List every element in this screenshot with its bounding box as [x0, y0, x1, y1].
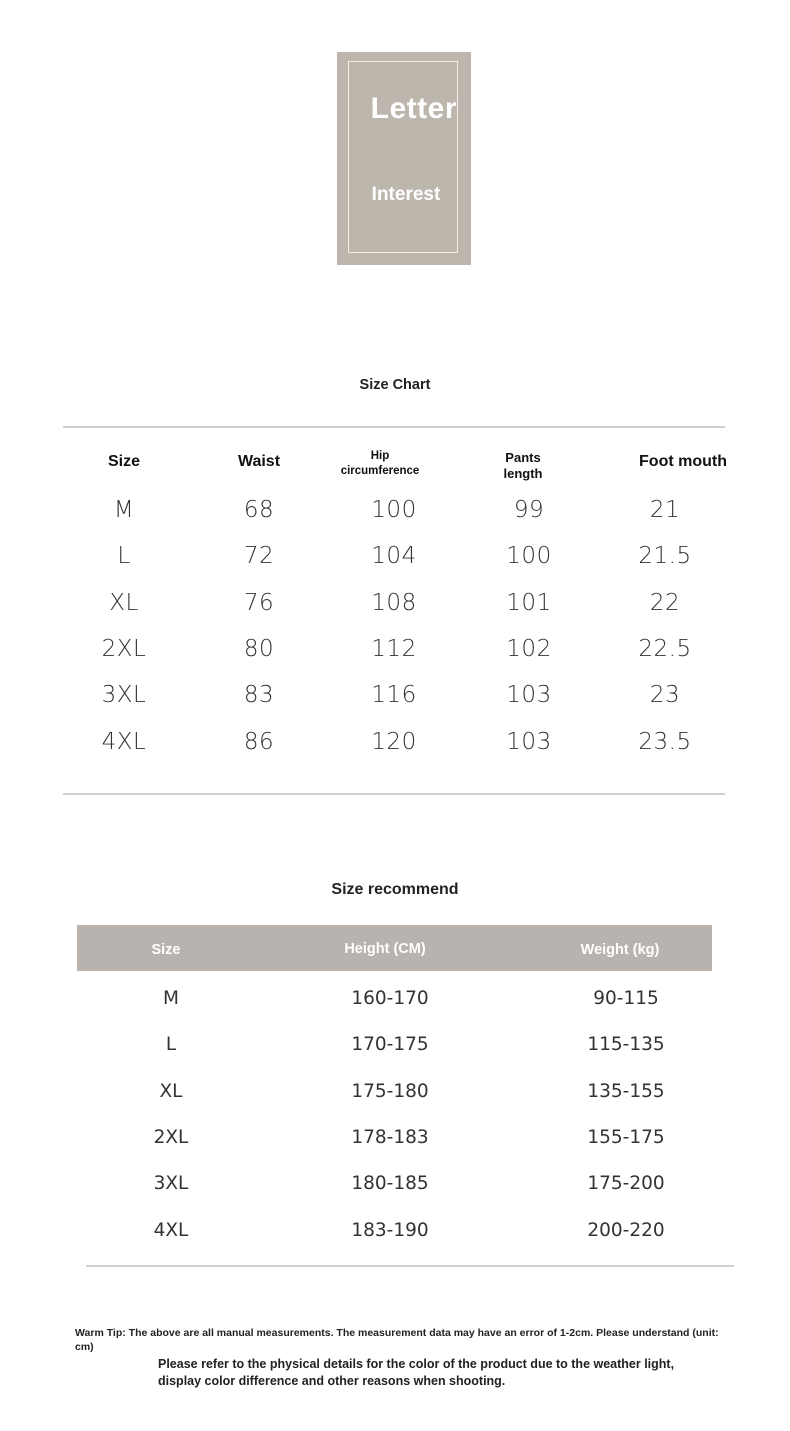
- color-note: Please refer to the physical details for the color of the product due to the weather light, display color difference and other reasons when shooting.: [158, 1357, 675, 1388]
- size-chart-cell: 21: [649, 497, 681, 523]
- size-recommend-cell: 175-180: [351, 1080, 429, 1102]
- size-chart-cell: 102: [506, 635, 552, 662]
- size-chart-cell: 101: [506, 589, 552, 616]
- logo-frame: [348, 61, 458, 253]
- size-chart-header-line: Pants: [505, 450, 541, 465]
- size-chart-cell: L: [117, 543, 131, 570]
- size-chart-cell: 83: [243, 682, 275, 709]
- size-chart-header-line: circumference: [340, 465, 420, 477]
- size-chart-cell: 112: [371, 635, 417, 662]
- size-chart-cell: 100: [506, 543, 552, 570]
- size-chart-cell: 108: [371, 589, 417, 616]
- size-chart-header: Size: [107, 453, 140, 470]
- size-chart-cell: 3XL: [101, 682, 147, 709]
- size-recommend-bottom-divider: [86, 1265, 734, 1267]
- size-recommend-header: Size: [151, 942, 181, 958]
- size-recommend-cell: 135-155: [587, 1080, 665, 1102]
- size-chart-cell: 86: [243, 728, 275, 755]
- size-recommend-header: Height (CM): [344, 941, 426, 957]
- size-chart-cell: 23.5: [638, 728, 692, 755]
- size-chart-cell: 116: [371, 682, 417, 709]
- size-recommend-cell: 178-183: [351, 1126, 429, 1148]
- size-recommend-cell: 160-170: [351, 988, 429, 1009]
- size-recommend-cell: 183-190: [351, 1219, 429, 1241]
- size-chart-cell: 4XL: [101, 728, 147, 755]
- size-chart-header: [468, 450, 578, 482]
- size-chart-cell: XL: [109, 589, 139, 616]
- logo-word-interest: Interest: [371, 184, 441, 205]
- size-recommend-cell: 200-220: [587, 1219, 665, 1241]
- size-chart-header: Foot mouth: [639, 453, 727, 470]
- size-chart-cell: 120: [371, 728, 417, 755]
- size-recommend-cell: 90-115: [593, 988, 659, 1009]
- size-recommend-cell: XL: [159, 1080, 183, 1102]
- size-recommend-cell: 175-200: [587, 1173, 665, 1195]
- size-recommend-cell: 170-175: [351, 1034, 429, 1056]
- size-chart-cell: 103: [506, 728, 552, 755]
- size-recommend-title: Size recommend: [331, 881, 459, 898]
- size-recommend-cell: 4XL: [153, 1219, 189, 1241]
- size-chart-cell: 23: [649, 682, 681, 709]
- size-chart-cell: 99: [513, 497, 545, 523]
- size-chart-bottom-divider: [63, 793, 725, 795]
- size-recommend-cell: 155-175: [587, 1126, 665, 1148]
- size-chart-header-line: Hip: [370, 450, 390, 462]
- size-recommend-cell: 180-185: [351, 1173, 429, 1195]
- size-chart-cell: 21.5: [638, 543, 692, 570]
- brand-logo: [337, 52, 471, 265]
- size-recommend-cell: L: [165, 1034, 177, 1056]
- size-chart-cell: 22: [649, 589, 681, 616]
- size-chart-cell: 68: [243, 497, 275, 523]
- size-chart-header: [315, 449, 445, 479]
- size-chart-top-divider: [63, 426, 725, 428]
- logo-word-letter: Letter: [370, 92, 457, 125]
- size-chart-cell: 22.5: [638, 635, 692, 662]
- size-recommend-cell: 3XL: [153, 1173, 189, 1195]
- size-chart-cell: 100: [371, 497, 417, 523]
- size-chart-cell: M: [113, 497, 135, 523]
- size-recommend-cell: 115-135: [587, 1034, 665, 1056]
- size-chart-header: Waist: [237, 453, 281, 470]
- size-chart-cell: 103: [506, 682, 552, 709]
- size-chart-cell: 76: [243, 589, 275, 616]
- size-chart-cell: 104: [371, 543, 417, 570]
- size-chart-cell: 72: [243, 543, 275, 570]
- size-recommend-cell: 2XL: [153, 1126, 189, 1148]
- size-recommend-cell: M: [163, 988, 179, 1009]
- size-chart-cell: 80: [243, 635, 275, 662]
- size-chart-header-line: length: [503, 466, 543, 481]
- size-chart-cell: 2XL: [101, 635, 147, 662]
- size-chart-title: Size Chart: [359, 377, 431, 393]
- size-recommend-header: Weight (kg): [580, 942, 660, 958]
- warm-tip: Warm Tip: The above are all manual measurements. The measurement data may have an error of 1-2cm. Please understand (unit: cm): [75, 1327, 719, 1353]
